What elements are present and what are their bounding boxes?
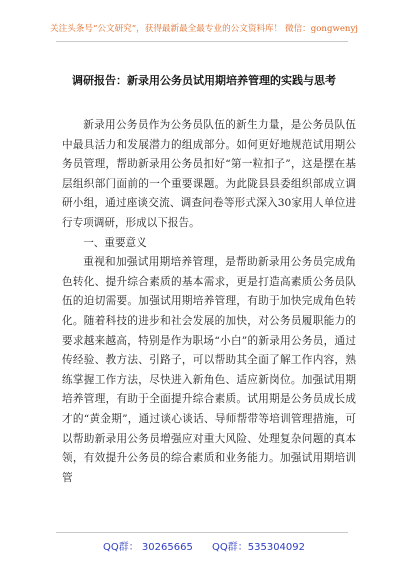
section-heading: 一、重要意义 [83, 236, 147, 249]
page-footer [0, 538, 408, 553]
section-paragraph: 重视和加强试用期培养管理，是帮助新录用公务员完成角色转化、提升综合素质的基本需求，更是打造高素质公务员队伍的迫切需要。加强试用期培养管理，有助于加快完成角色转化。随着科技的进步和社会发展的加快，对公务员履职能力的要求越来越高，特别是作为职场“小白”的新录用公务员，通过传经验、教方法、引路子，可以帮助其全面了解工作内容，熟练掌握工作方法，尽快进入新角色、适应新岗位。加强试用期培养管理，有助于全面提升综合素质。试用期是公务员成长成才的“黄金期”，通过谈心谈话、导师帮带等培训管理措施，可以帮助新录用公务员增强应对重大风险、处理复杂问题的真本领，有效提升公务员的综合素质和业务能力。加强试用期培训管 [62, 256, 356, 484]
footer-divider [56, 532, 348, 533]
document-body [62, 116, 356, 488]
header-divider [56, 41, 348, 42]
footer-qq-group-2: QQ群：535304092 [212, 542, 306, 553]
intro-paragraph: 新录用公务员作为公务员队伍的新生力量，是公务员队伍中最具活力和发展潜力的组成部分。如何更好地规范试用期公务员管理，帮助新录用公务员扣好“第一粒扣子”，这是摆在基层组织部门面前的一个重要课题。为此陇县县委组织部成立调研小组，通过座谈交流、调查问卷等形式深入30家用人单位进行专项调研，形成以下报告。 [62, 119, 356, 229]
page-header-promo: 关注头条号“公文研究”，获得最新最全最专业的公文资料库！ 微信：gongwenyj [50, 24, 358, 34]
document-title: 调研报告：新录用公务员试用期培养管理的实践与思考 [72, 74, 336, 87]
footer-qq-group-1: QQ群： 30265665 [102, 542, 193, 553]
